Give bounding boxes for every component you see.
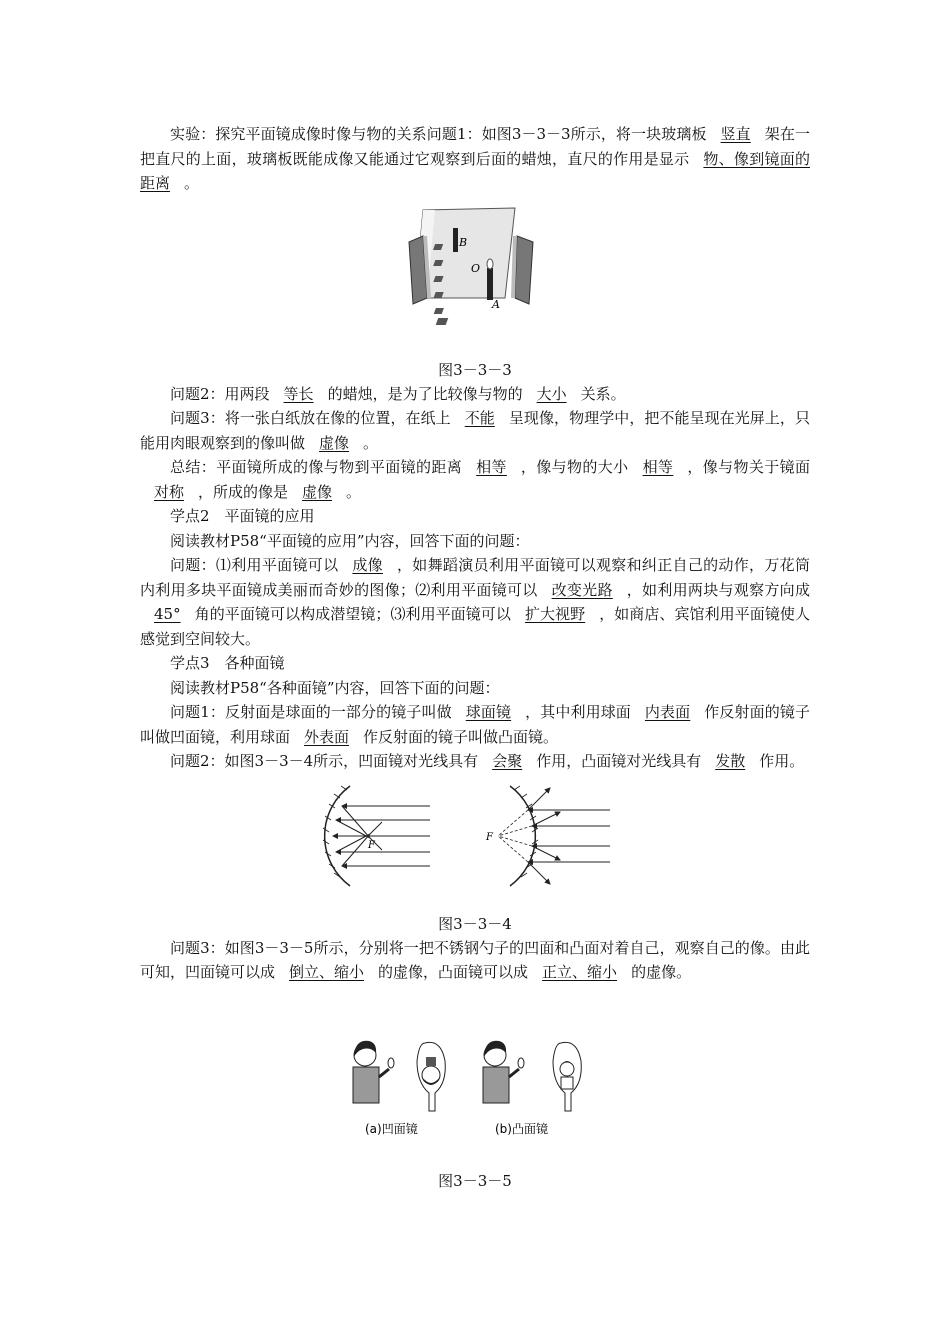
answer-blank: 相等 [642,458,674,476]
answer-blank: 改变光路 [551,580,613,599]
answer-blank: 虚像 [319,433,350,452]
answer-blank: 45° [154,605,181,623]
text: 架在一把直尺的上面，玻璃板既能成像又能通过它观察到后面的蜡烛，直尺的作用是显示 [140,125,810,168]
reading-instruction-3: 阅读教材P58“各种面镜”内容，回答下面的问题： [170,678,500,697]
text: 实验：探究平面镜成像时像与物的关系问题1：如图3－3－3所示，将一块玻璃板 [170,125,707,143]
answer-blank: 球面镜 [465,703,512,721]
reading-instruction-2: 阅读教材P58“平面镜的应用”内容，回答下面的问题： [170,531,530,550]
mirror-question-2: 问题2：如图3－3－4所示，凹面镜对光线具有 会聚 作用，凸面镜对光线具有 发散 作用。 [170,752,805,770]
label-concave: (a)凹面镜 [365,1121,418,1136]
figure-caption: 图3－3－3 [438,360,512,379]
label-f-convex: F [486,831,493,843]
application-question: 问题：⑴利用平面镜可以 成像 ，如舞蹈演员利用平面镜可以观察和纠正自己的动作，万花筒内利用多块平面镜成美丽而奇妙的图像；⑵利用平面镜可以 改变光路 ，如利用两块与观察方向成45° 角的平面镜可以构成潜望镜；⑶利用平面镜可以 扩大视野 ，如商店、宾馆利用平面镜使人感觉到空间较大。 [140,556,810,648]
figure-concave-convex-rays [310,782,640,892]
girl-icon [483,1040,524,1102]
figure-caption: 图3－3－4 [438,914,512,933]
answer-blank: 正立、缩小 [542,963,618,981]
answer-blank: 倒立、缩小 [289,963,365,981]
section-heading-2: 学点2 平面镜的应用 [170,507,315,525]
section-heading-3: 学点3 各种面镜 [170,654,285,672]
document-page [140,122,810,1193]
answer-blank: 扩大视野 [524,605,586,623]
text: 。 [184,174,200,192]
experiment-paragraph [140,122,810,196]
answer-blank: 内表面 [644,703,691,721]
label-o: O [471,261,481,275]
answer-blank: 不能 [464,409,495,427]
answer-blank: 物、像到镜面的距离 [140,149,810,192]
question-3: 问题3：将一张白纸放在像的位置，在纸上 不能 呈现像，物理学中，把不能呈现在光屏上，只能用肉眼观察到的像叫做 虚像 。 [140,409,810,452]
answer-blank: 相等 [476,458,507,476]
answer-blank: 会聚 [492,752,523,770]
convex-spoon-icon [553,1042,581,1111]
label-convex: (b)凸面镜 [495,1121,548,1136]
answer-blank: 外表面 [304,727,350,746]
answer-blank: 发散 [715,752,746,770]
answer-blank: 等长 [283,384,314,403]
answer-blank: 大小 [536,384,567,403]
answer-blank: 对称 [154,482,185,501]
label-a: A [492,297,500,311]
label-b: B [459,235,468,249]
girl-icon [353,1040,394,1102]
mirror-question-3: 问题3：如图3－3－5所示，分别将一把不锈钢勺子的凹面和凸面对着自己，观察自己的像。由此可知，凹面镜可以成 倒立、缩小 的虚像，凸面镜可以成 正立、缩小 的虚像。 [140,938,810,981]
question-2: 问题2：用两段 等长 的蜡烛，是为了比较像与物的 大小 关系。 [170,384,626,403]
figure-plane-mirror-experiment [405,206,545,346]
summary: 总结：平面镜所成的像与物到平面镜的距离 相等 ，像与物的大小 相等 ，像与物关于镜面对称 ，所成的像是 虚像 。 [140,455,810,504]
label-f-concave: F [368,839,375,851]
figure-spoon-images [345,1033,605,1143]
answer-blank: 竖直 [720,125,751,143]
mirror-question-1: 问题1：反射面是球面的一部分的镜子叫做 球面镜 ，其中利用球面 内表面 作反射面的镜子叫做凹面镜，利用球面 外表面 作反射面的镜子叫做凸面镜。 [140,703,810,746]
answer-blank: 虚像 [302,482,333,501]
concave-spoon-icon [417,1042,445,1111]
figure-caption: 图3－3－5 [438,1171,512,1190]
answer-blank: 成像 [352,556,383,574]
